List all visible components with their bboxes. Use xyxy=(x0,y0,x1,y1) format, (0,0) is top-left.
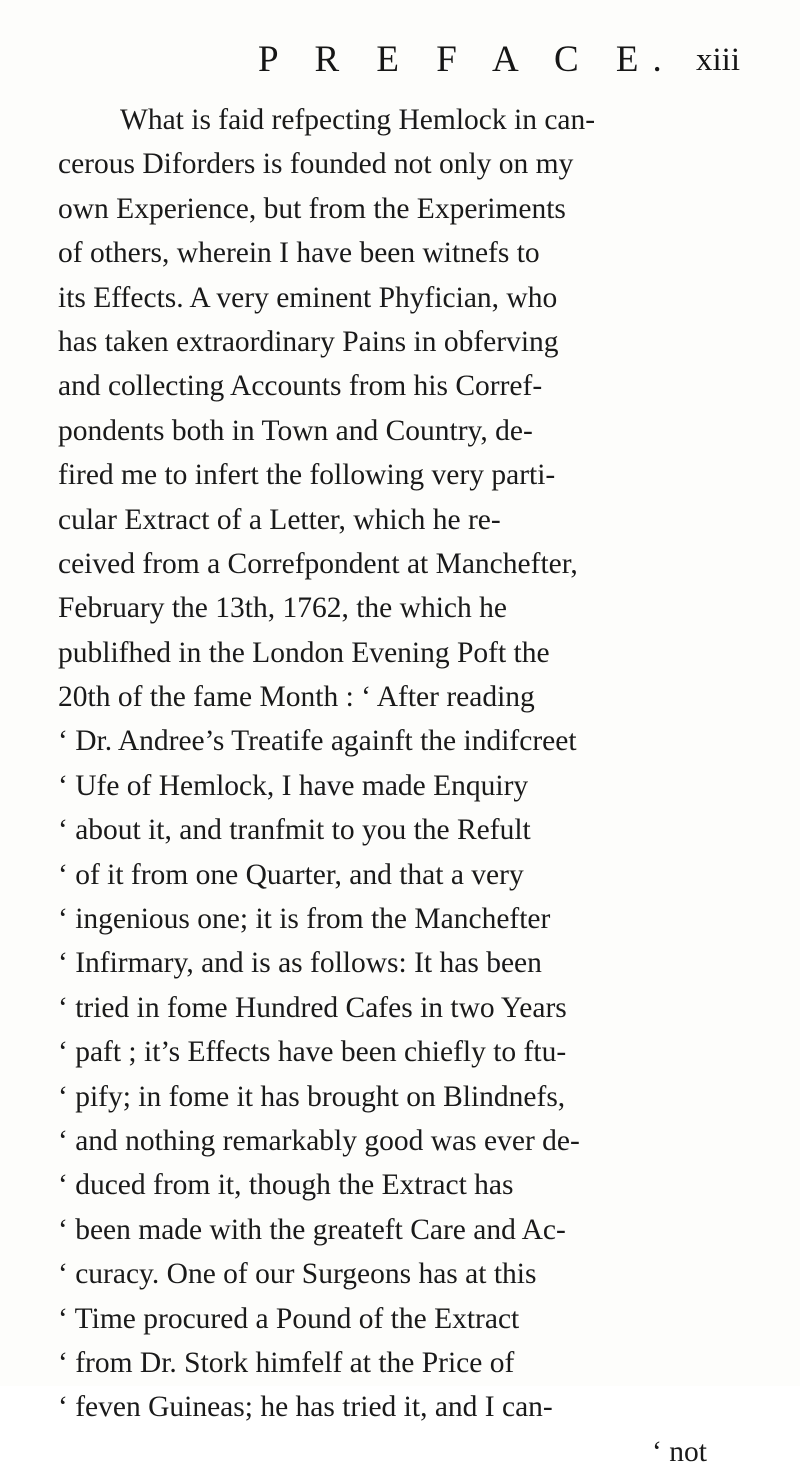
text-line: cerous Diforders is founded not only on my xyxy=(58,148,574,181)
text-line: has taken extraordinary Pains in obferving xyxy=(58,325,559,358)
text-line: ceived from a Correfpondent at Manchefter, xyxy=(58,547,578,580)
body-text xyxy=(58,98,758,1474)
quote-line: ‘ duced from it, though the Extract has xyxy=(58,1169,514,1202)
catchword: ‘ not xyxy=(652,1435,707,1468)
quote-line: ‘ tried in fome Hundred Cafes in two Years xyxy=(58,991,567,1024)
running-head xyxy=(258,38,740,78)
text-line: What is faid refpecting Hemlock in can- xyxy=(120,104,596,136)
text-line: pondents both in Town and Country, de- xyxy=(58,414,533,447)
text-line: of others, wherein I have been witnefs to xyxy=(58,237,540,270)
quote-line: ‘ been made with the greateft Care and Ac- xyxy=(58,1213,566,1246)
text-line: cular Extract of a Letter, which he re- xyxy=(58,503,501,536)
quote-line: ‘ and nothing remarkably good was ever de- xyxy=(58,1124,580,1157)
quote-line: ‘ Time procured a Pound of the Extract xyxy=(58,1302,520,1335)
text-line: its Effects. A very eminent Phyfician, who xyxy=(58,281,558,314)
text-line: February the 13th, 1762, the which he xyxy=(58,592,507,625)
quote-line: ‘ Dr. Andree’s Treatife againft the indifcreet xyxy=(58,725,577,758)
quote-line: ‘ ingenious one; it is from the Manchefter xyxy=(58,903,551,936)
quote-line: ‘ Infirmary, and is as follows: It has been xyxy=(58,947,542,980)
quote-line: ‘ paft ; it’s Effects have been chiefly to ftu- xyxy=(58,1036,567,1069)
quote-line: ‘ from Dr. Stork himfelf at the Price of xyxy=(58,1346,515,1379)
text-line: fired me to infert the following very parti- xyxy=(58,459,556,492)
quote-line: ‘ pify; in fome it has brought on Blindnefs, xyxy=(58,1080,566,1113)
text-line: and collecting Accounts from his Corref- xyxy=(58,370,543,403)
quote-line: ‘ Ufe of Hemlock, I have made Enquiry xyxy=(58,769,529,802)
running-title: P R E F A C E. xyxy=(258,39,676,80)
quote-line: ‘ curacy. One of our Surgeons has at this xyxy=(58,1258,537,1291)
quote-line: ‘ about it, and tranfmit to you the Refult xyxy=(58,814,531,847)
text-line: publifhed in the London Evening Poft the xyxy=(58,636,550,669)
text-line: 20th of the fame Month : ‘ After reading xyxy=(58,681,535,714)
text-line: own Experience, but from the Experiments xyxy=(58,192,566,225)
quote-line: ‘ feven Guineas; he has tried it, and I can- xyxy=(58,1391,553,1424)
quote-line: ‘ of it from one Quarter, and that a very xyxy=(58,858,524,891)
page-number: xiii xyxy=(695,42,740,78)
